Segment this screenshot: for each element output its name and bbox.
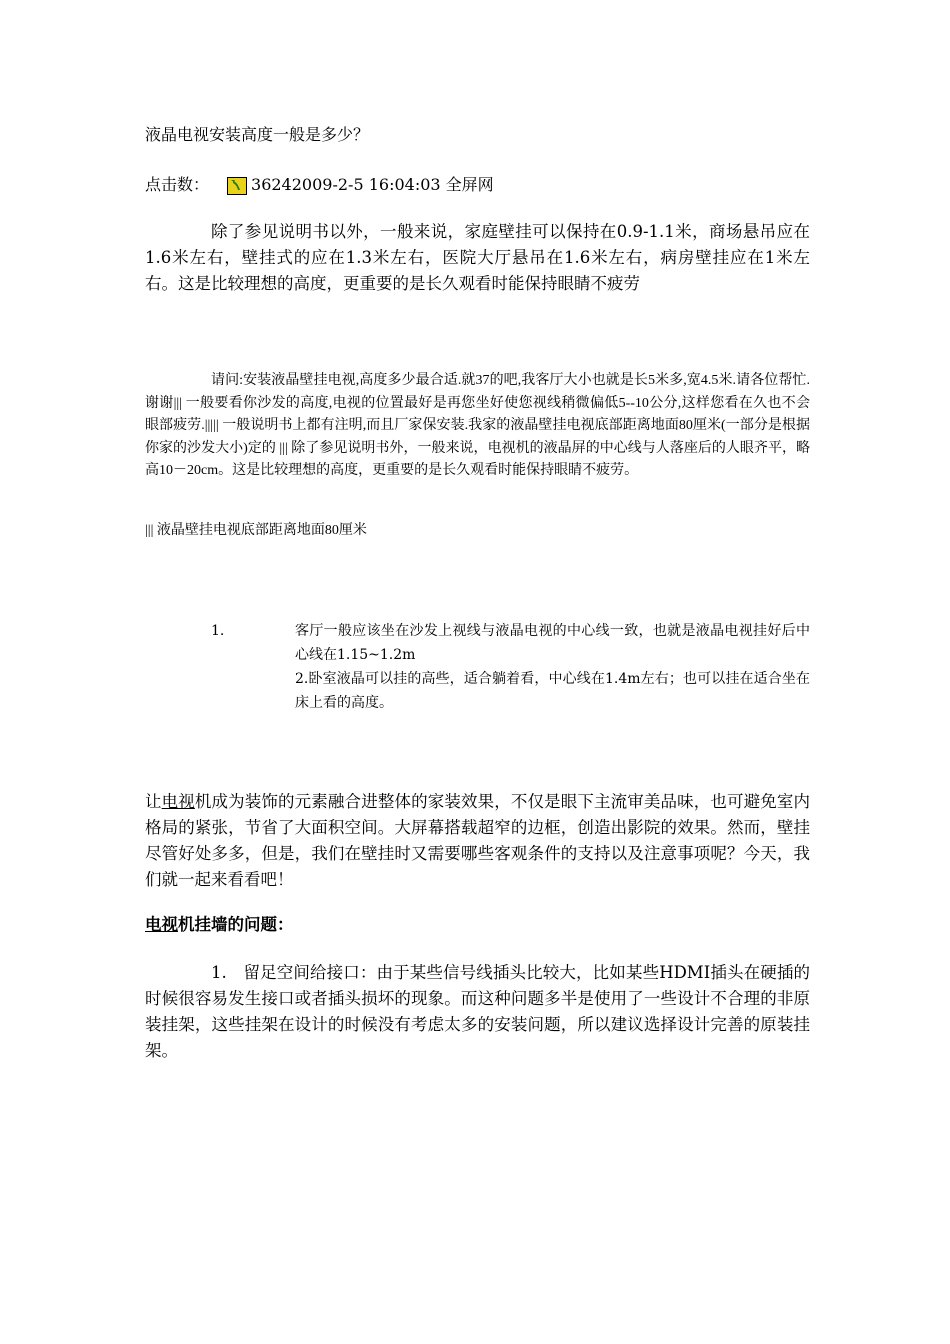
tv-link[interactable]: 电视 — [161, 792, 195, 811]
clicks-info: 36242009-2-5 16:04:03 全屏网 — [251, 175, 494, 194]
qa-paragraph-tail: ||| 液晶壁挂电视底部距离地面80厘米 — [145, 523, 367, 538]
list-line-bedroom: 2.卧室液晶可以挂的高些，适合躺着看，中心线在1.4m左右；也可以挂在适合坐在床上看的高度。 — [295, 671, 810, 711]
article-meta — [145, 174, 494, 196]
interface-paragraph: 1. 留足空间给接口：由于某些信号线插头比较大，比如某些HDMI插头在硬插的时候很容易发生接口或者插头损坏的现象。而这种问题多半是使用了一些设计不合理的非原装挂架，这些挂架在设计的时候没有考虑太多的安装问题，所以建议选择设计完善的原装挂架。 — [145, 963, 810, 1060]
article-title: 液晶电视安装高度一般是多少？ — [145, 125, 370, 144]
decor-paragraph — [145, 789, 810, 893]
heading-tv-link[interactable]: 电视 — [145, 915, 178, 934]
list-line-living-room: 客厅一般应该坐在沙发上视线与液晶电视的中心线一致，也就是液晶电视挂好后中心线在1.15~1.2m — [295, 623, 810, 663]
list-number: 1. — [211, 623, 225, 639]
list-item — [295, 619, 810, 715]
height-list — [145, 619, 810, 715]
decor-prefix: 让 — [145, 792, 162, 811]
small-picture-icon — [227, 177, 247, 195]
qa-paragraph: 请问:安装液晶壁挂电视,高度多少最合适.就37的吧,我客厅大小也就是长5米多,宽4.5米.请各位帮忙.谢谢||| 一般要看你沙发的高度,电视的位置最好是再您坐好使您视线稍微偏低5--10公分,这样您看在久也不会眼部疲劳.||||| 一般说明书上都有注明,而且厂家保安装.我家的液晶壁挂电视底部距离地面80厘米(一部分是根据你家的沙发大小)定的 ||| 除了参见说明书外，一般来说，电视机的液晶屏的中心线与人落座后的人眼齐平，略高10－20cm。这是比较理想的高度，更重要的是长久观看时能保持眼睛不疲劳。 — [145, 373, 810, 478]
section-heading — [145, 912, 294, 938]
clicks-label: 点击数： — [145, 175, 210, 194]
heading-rest: 机挂墙的问题： — [178, 915, 294, 934]
decor-rest: 机成为装饰的元素融合进整体的家装效果，不仅是眼下主流审美品味，也可避免室内格局的紧张，节省了大面积空间。大屏幕搭载超窄的边框，创造出影院的效果。然而，壁挂尽管好处多多，但是，我们在壁挂时又需要哪些客观条件的支持以及注意事项呢？今天，我们就一起来看看吧！ — [145, 792, 811, 889]
intro-paragraph: 除了参见说明书以外，一般来说，家庭壁挂可以保持在0.9-1.1米，商场悬吊应在1.6米左右，壁挂式的应在1.3米左右，医院大厅悬吊在1.6米左右，病房壁挂应在1米左右。这是比较理想的高度，更重要的是长久观看时能保持眼睛不疲劳 — [145, 222, 810, 293]
